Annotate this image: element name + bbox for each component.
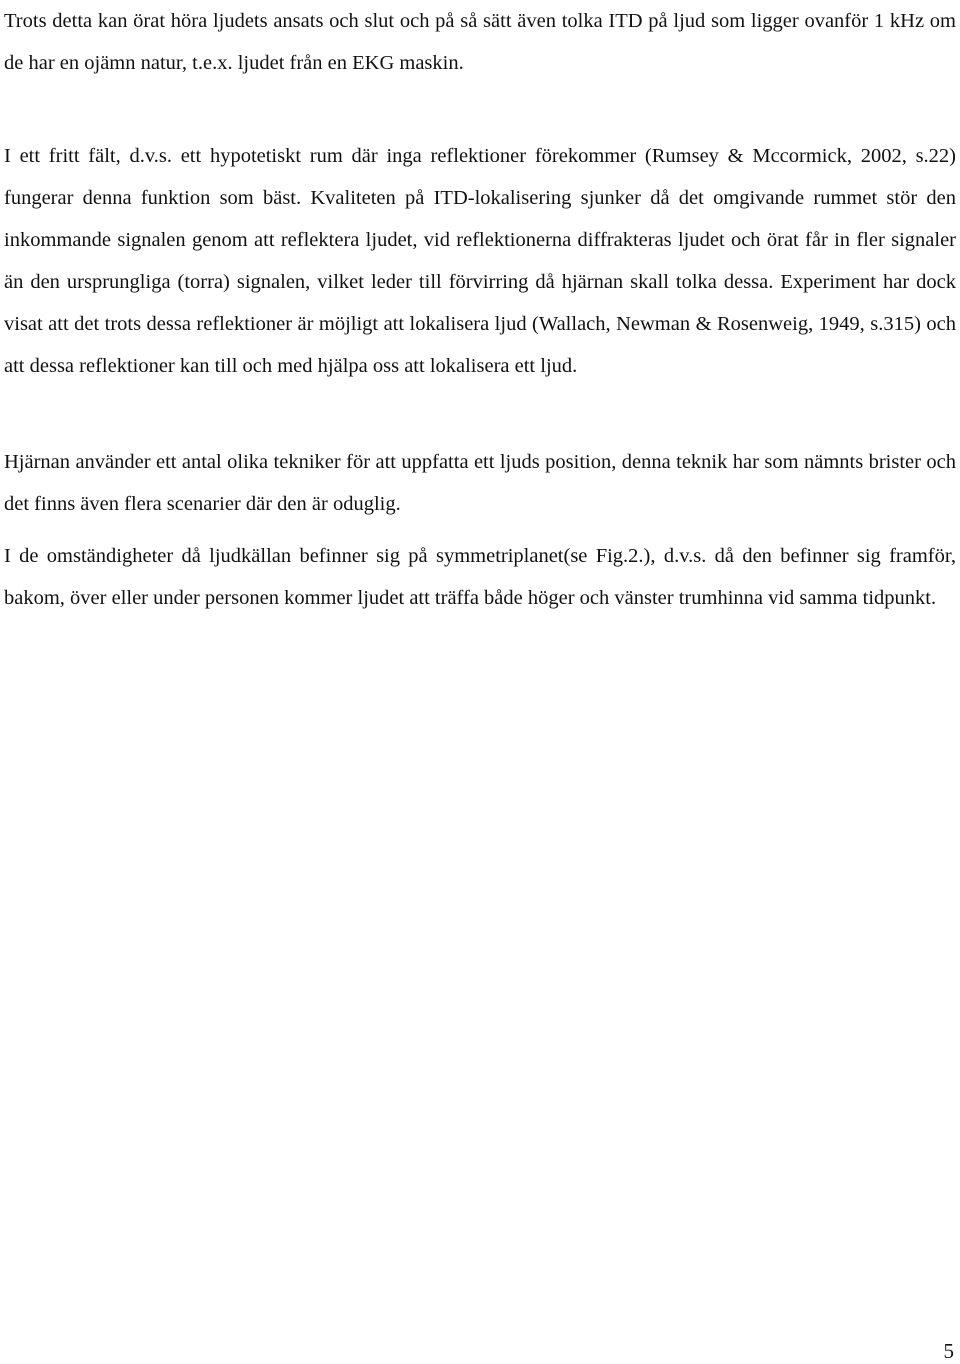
paragraph-itd-onset: Trots detta kan örat höra ljudets ansats och slut och på så sätt även tolka ITD på ljud som ligger ovanför 1 kHz om de har en ojämn natur, t.e.x. ljudet från en EKG maskin. [4, 10, 956, 74]
page-number: 5 [943, 1339, 954, 1363]
paragraph-brain-techniques: Hjärnan använder ett antal olika tekniker för att uppfatta ett ljuds position, denna teknik har som nämnts brister och det finns även flera scenarier där den är oduglig. [4, 451, 956, 515]
paragraph-free-field: I ett fritt fält, d.v.s. ett hypotetiskt rum där inga reflektioner förekommer (Rumsey & Mccormick, 2002, s.22) fungerar denna funktion som bäst. Kvaliteten på ITD-lokalisering sjunker då det omgivande rummet stör den inkommande signalen genom att reflektera ljudet, vid reflektionerna diffrakteras ljudet och örat får in fler signaler än den ursprungliga (torra) signalen, vilket leder till förvirring då hjärnan skall tolka dessa. Experiment har dock visat att det trots dessa reflektioner är möjligt att lokalisera ljud (Wallach, Newman & Rosenweig, 1949, s.315) och att dessa reflektioner kan till och med hjälpa oss att lokalisera ett ljud. [4, 145, 956, 377]
paragraph-symmetry-plane: I de omständigheter då ljudkällan befinner sig på symmetriplanet(se Fig.2.), d.v.s. då den befinner sig framför, bakom, över eller under personen kommer ljudet att träffa både höger och vänster trumhinna vid samma tidpunkt. [4, 545, 956, 609]
